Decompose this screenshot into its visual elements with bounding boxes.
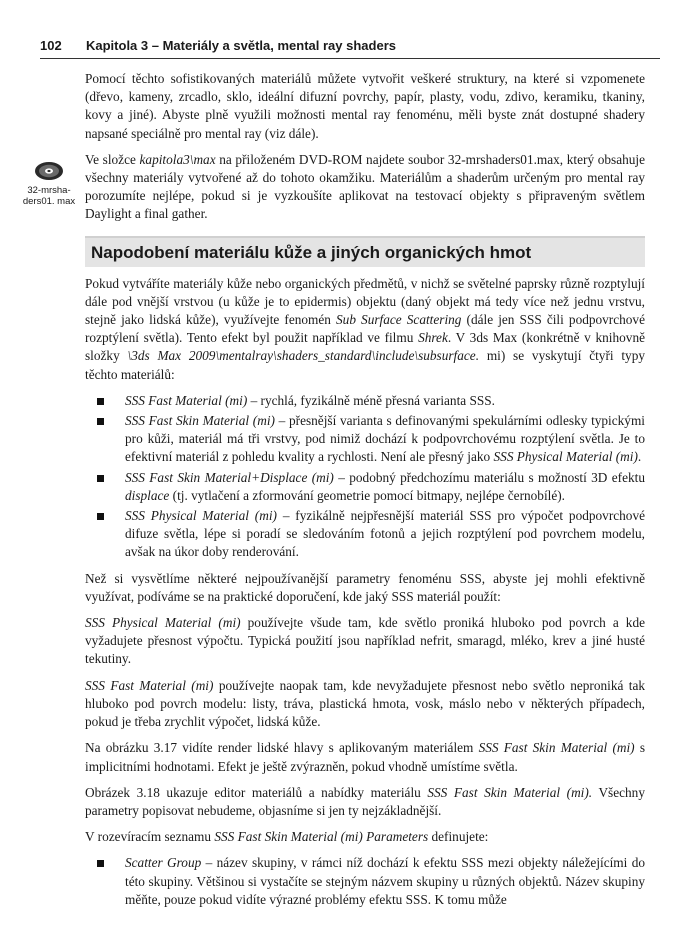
intro-paragraph: Pomocí těchto sofistikovaných materiálů můžete vytvořit veškeré struktury, na které si vzpomenete (dřevo, kameny, zrcadlo, sklo, ideální difuzní povrchy, papír, plasty, vodu, zdivo, keramiku, tkaniny, kovy a jiné). Abyste plně využili možnosti mental ray fenoménu, měli byste znát dostupné shadery napsané speciálně pro mental ray (viz dále).: [85, 71, 645, 141]
page-number: 102: [40, 38, 62, 53]
section-heading: Napodobení materiálu kůže a jiných organických hmot: [85, 236, 645, 267]
bullet-square-icon: [97, 860, 104, 867]
bullet-square-icon: [97, 475, 104, 482]
page-body: [85, 70, 645, 917]
section-paragraph-6: Obrázek 3.18 ukazuje editor materiálů a nabídky materiálu SSS Fast Skin Material (mi). Všechny parametry popisovat nebudeme, objasníme si jen ty nejzákladnější.: [85, 784, 645, 818]
section-paragraph-7: V rozevíracím seznamu SSS Fast Skin Material (mi) Parameters definujete:: [85, 829, 489, 845]
material-types-list: [85, 392, 645, 562]
list-item: SSS Fast Skin Material+Displace (mi) – podobný předchozímu materiálu s možností 3D efektu displace (tj. vytlačení a zformování geometrie pomocí bitmapy, nejlépe černobílé).: [125, 469, 645, 505]
parameters-list: [85, 854, 645, 909]
bullet-square-icon: [97, 398, 104, 405]
list-item: SSS Physical Material (mi) – fyzikálně nejpřesnější materiál SSS pro výpočet podpovrchové difuze světla, lépe si poradí se sledováním fotonů a jejich rozptýlení pod povrchem modelu, avšak na úkor doby renderování.: [125, 507, 645, 562]
margin-file-label: 32-mrsha- ders01. max: [22, 185, 76, 207]
section-paragraph-5: Na obrázku 3.17 vidíte render lidské hlavy s aplikovaným materiálem SSS Fast Skin Material (mi) s implicitními hodnotami. Efekt je ještě zvýrazněn, pokud vhodně umístíme světla.: [85, 740, 645, 774]
section-paragraph-4: SSS Fast Material (mi) používejte naopak tam, kde nevyžadujete přesnost nebo světlo neproniká tak hluboko pod povrch modelu: listy, tráva, plastická hmota, vosk, máslo nebo v některých případech, pokud je třeba zrychlit výpočet, lidská kůže.: [85, 677, 646, 730]
section-paragraph-3: SSS Physical Material (mi) používejte všude tam, kde světlo proniká hluboko pod povrch a kde vyžadujete přesnost výpočtu. Typická použití jsou například nefrit, smaragd, mléko, krev a jiné husté tekutiny.: [85, 615, 646, 667]
dvd-disc-icon: [34, 160, 64, 182]
header-divider: [40, 58, 660, 59]
margin-note: [20, 160, 78, 207]
dvd-paragraph: Ve složce kapitola3\max na přiloženém DVD-ROM najdete soubor 32-mrshaders01.max, který obsahuje všechny materiály vytvořené až do tohoto okamžiku. Materiálům a shaderům určeným pro mental ray porozumíte nejlépe, pokud si je vyzkoušíte aplikovat na testovací objekty s připraveným světlem Daylight a final gather.: [85, 151, 645, 222]
section-paragraph-1: Pokud vytváříte materiály kůže nebo organických předmětů, v nichž se světelné paprsky různě rozptylují dále pod vnější vrstvou (u kůže je to epidermis) objektu (daný objekt má tedy více než jednu vrstvu, stejně jako lidská kůže), využívejte fenomén Sub Surface Scattering (dále jen SSS čili podpovrchové rozptýlení světla). Tento efekt byl použit například ve filmu Shrek. V 3ds Max (konkrétně v knihovně složky \3ds Max 2009\mentalray\shaders_standard\include\subsurface. mi) se vyskytují čtyři typy těchto materiálů:: [85, 275, 645, 382]
list-item: SSS Fast Material (mi) – rychlá, fyzikálně méně přesná varianta SSS.: [125, 392, 645, 410]
bullet-square-icon: [97, 418, 104, 425]
bullet-square-icon: [97, 513, 104, 520]
list-item: Scatter Group – název skupiny, v rámci níž dochází k efektu SSS mezi objekty náležejícími do této skupiny. Většinou si vystačíte se stejným názvem skupiny u různých objektů. Název skupiny měňte, pouze pokud vidíte výrazné problémy efektu SSS. K tomu může: [125, 854, 645, 909]
section-paragraph-2: Než si vysvětlíme některé nejpoužívanější parametry fenoménu SSS, abyste jej mohli efektivně využívat, podíváme se na praktické doporučení, kde jaký SSS materiál použít:: [85, 570, 645, 604]
chapter-title: Kapitola 3 – Materiály a světla, mental ray shaders: [86, 38, 396, 53]
list-item: SSS Fast Skin Material (mi) – přesnější varianta s definovanými spekulárními odlesky typickými pro kůži, materiál má tři vrstvy, pod nimiž dochází k podpovrchovému rozptýlení světla. Je to efektivní materiál z pohledu kvality a rychlosti. Není ale přesný jako SSS Physical Material (mi).: [125, 412, 645, 467]
